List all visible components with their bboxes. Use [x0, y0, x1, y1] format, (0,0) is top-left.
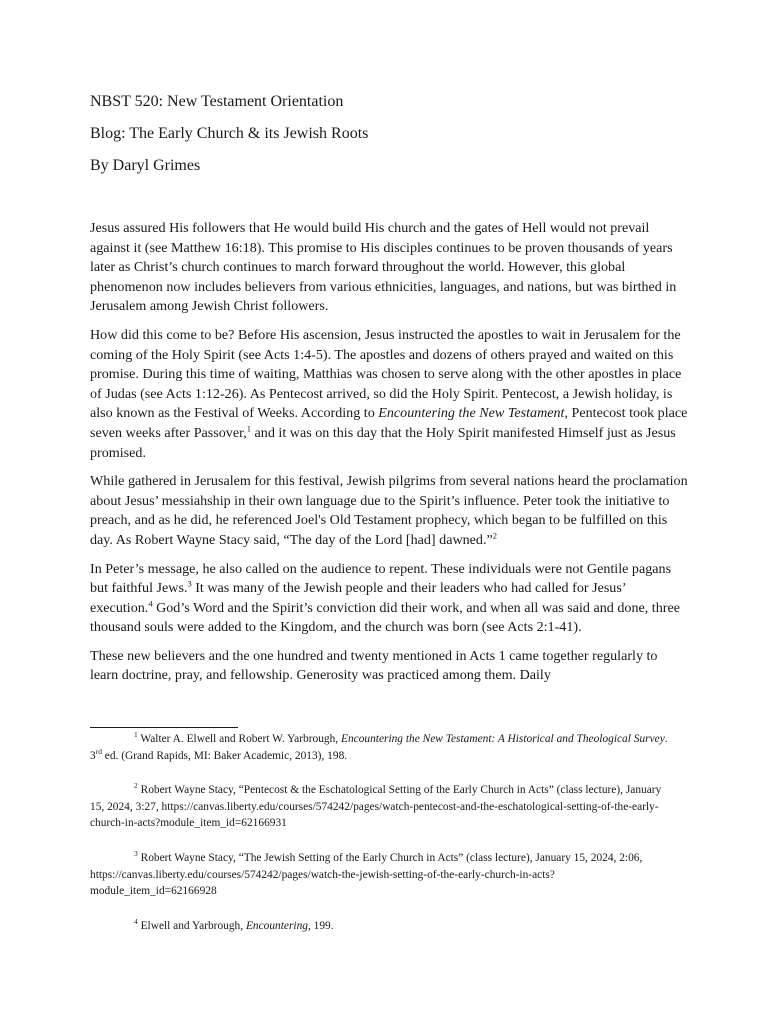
- paragraph-4: [90, 560, 688, 638]
- footnote-1: [90, 731, 668, 764]
- footnote-2-text: Robert Wayne Stacy, “Pentecost & the Eschatological Setting of the Early Church in Acts” (class lecture), January 15, 2024, 3:27, https://canvas.liberty.edu/courses/574242/pages/watch-pentecost-and-the-eschatological-setting-of-the-early-church-in-acts?module_item_id=62166931: [90, 784, 662, 830]
- paragraph-3-text: While gathered in Jerusalem for this festival, Jewish pilgrims from several nations heard the proclamation about Jesus’ messiahship in their own language due to the Spirit’s influence. Peter took the initiative to preach, and as he did, he referenced Joel's Old Testament prophecy, which began to be fulfilled on this day. As Robert Wayne Stacy said, “The day of the Lord [had] dawned.”: [90, 473, 688, 548]
- footnote-4-book-title: Encountering: [245, 919, 308, 932]
- footnote-ref-4[interactable]: 4: [148, 598, 153, 608]
- paragraph-2-text-a: How did this come to be? Before His ascension, Jesus instructed the apostles to wait in Jerusalem for the coming of the Holy Spirit (see Acts 1:4-5). The apostles and dozens of others prayed and waited on this promise. During this time of waiting, Matthias was chosen to serve along with the other apostles in place of Judas (see Acts 1:12-26). As Pentecost arrived, so did the Holy Spirit. Pentecost, a Jewish holiday, is also known as the Festival of Weeks. According to: [90, 326, 682, 422]
- course-title: NBST 520: New Testament Orientation: [90, 93, 344, 110]
- paragraph-2-text-c: and it was on this day that the Holy Spirit manifested Himself just as Jesus promised.: [90, 424, 676, 461]
- paragraph-1: Jesus assured His followers that He would build His church and the gates of Hell would not prevail against it (see Matthew 16:18). This promise to His disciples continues to be proven thousands of years later as Christ’s church continues to march forward throughout the world. However, this global phenomenon now includes believers from various ethnicities, languages, and nations, but was birthed in Jerusalem among Jewish Christ followers.: [90, 220, 677, 315]
- paragraph-2: [90, 326, 688, 463]
- footnote-separator: [90, 727, 238, 728]
- footnote-3-text: Robert Wayne Stacy, “The Jewish Setting of the Early Church in Acts” (class lecture), January 15, 2024, 2:06, https://canvas.liberty.edu/courses/574242/pages/watch-the-jewish-setting-of-the-early-church-in-acts?module_item_id=62166928: [90, 851, 643, 898]
- footnotes: [90, 731, 668, 952]
- footnote-ref-2[interactable]: 2: [492, 530, 498, 541]
- paragraph-5: These new believers and the one hundred and twenty mentioned in Acts 1 came together regularly to learn doctrine, pray, and fellowship. Generosity was practiced among them. Daily: [90, 647, 658, 684]
- paragraph-4-text-a: In Peter’s message, he also called on the audience to repent. These individuals were not Gentile pagans but faithful Jews.: [90, 560, 672, 597]
- footnote-1-text-b: . 3: [90, 733, 668, 762]
- footnote-4-text-b: , 199.: [307, 919, 334, 932]
- footnote-ref-1[interactable]: 1: [246, 423, 252, 434]
- footnote-1-book-title: Encountering the New Testament: A Historical and Theological Survey: [341, 733, 665, 745]
- blog-title: Blog: The Early Church & its Jewish Roots: [90, 125, 369, 142]
- paragraph-2-text-b: , Pentecost took place seven weeks after Passover,: [90, 405, 688, 441]
- footnote-2: [90, 782, 668, 832]
- author-byline: By Daryl Grimes: [90, 157, 201, 174]
- footnote-3: [90, 850, 668, 900]
- book-title-italic: Encountering the New Testament: [378, 405, 565, 422]
- paragraph-3: [90, 472, 688, 550]
- footnote-4-number: 4: [134, 916, 138, 926]
- document-header: [90, 92, 690, 188]
- paragraph-4-text-c: God’s Word and the Spirit’s conviction did their work, and when all was said and done, three thousand souls were added to the Kingdom, and the church was born (see Acts 2:1-41).: [90, 599, 680, 636]
- body-text: [90, 219, 688, 686]
- footnote-4-text-a: Elwell and Yarbrough,: [137, 919, 246, 932]
- footnote-ref-3[interactable]: 3: [187, 578, 192, 589]
- footnote-1-number: 1: [134, 730, 138, 740]
- footnote-1-text-a: Walter A. Elwell and Robert W. Yarbrough,: [137, 733, 341, 745]
- paragraph-4-text-b: It was many of the Jewish people and their leaders who had called for Jesus’ execution.: [90, 580, 626, 616]
- footnote-1-text-c: ed. (Grand Rapids, MI: Baker Academic, 2013), 198.: [101, 749, 348, 762]
- footnote-4: [90, 918, 668, 935]
- footnote-1-ordinal: rd: [95, 746, 102, 756]
- footnote-2-number: 2: [134, 781, 138, 791]
- footnote-3-number: 3: [134, 849, 138, 859]
